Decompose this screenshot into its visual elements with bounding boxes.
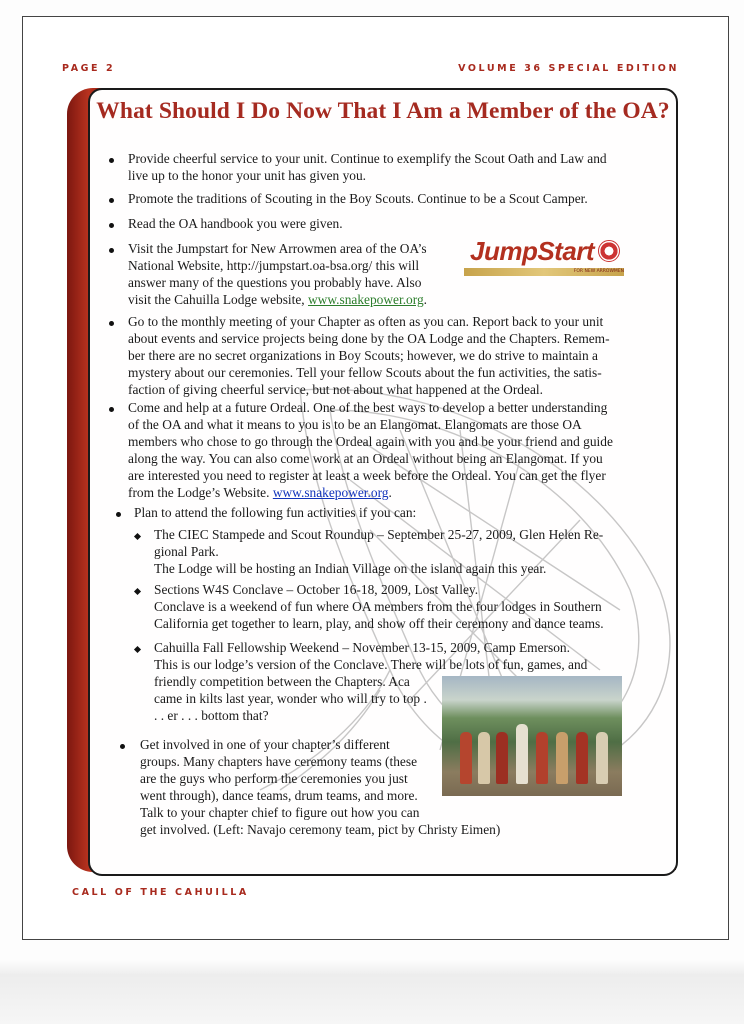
bullet-icon	[116, 512, 121, 517]
text-line: are the guys who perform the ceremonies you just	[140, 771, 408, 786]
newsletter-footer: CALL OF THE CAHUILLA	[72, 887, 249, 898]
text-line: of the OA and what it means to you is to be an Elangomat. Elangomats are those OA	[128, 417, 582, 432]
text-line: National Website, http://jumpstart.oa-bsa.org/ this will	[128, 258, 420, 273]
text-line: about events and service projects being done by the OA Lodge and the Chapters. Remem-	[128, 331, 610, 346]
text-line: faction of giving cheerful service, but not about what happened at the Ordeal.	[128, 382, 543, 397]
snakepower-link[interactable]: www.snakepower.org	[272, 485, 389, 500]
text-line: answer many of the questions you probably have. Also	[128, 275, 422, 290]
text-line: get involved. (Left: Navajo ceremony team, pict by Christy Eimen)	[140, 822, 501, 837]
text-line: came in kilts last year, wonder who will try to top .	[154, 691, 427, 706]
text-line: mystery about our ceremonies. Tell your fellow Scouts about the fun activities, the satis-	[128, 365, 602, 380]
bullet-icon	[109, 198, 114, 203]
bullet-traditions: Promote the traditions of Scouting in the Boy Scouts. Continue to be a Scout Camper.	[128, 191, 588, 206]
text-punct: .	[423, 292, 428, 307]
text-line: Provide cheerful service to your unit. Continue to exemplify the Scout Oath and Law and	[128, 151, 607, 166]
text-line: members who chose to go through the Ordeal again with you and be your friend and guide	[128, 434, 613, 449]
text-line: Sections W4S Conclave – October 16-18, 2009, Lost Valley.	[154, 582, 479, 597]
diamond-bullet-icon	[134, 646, 141, 653]
bullet-icon	[120, 744, 125, 749]
bullet-icon	[109, 321, 114, 326]
article-box	[88, 88, 678, 876]
text-line: live up to the honor your unit has given you.	[128, 168, 367, 183]
text-line: visit the Cahuilla Lodge website,	[128, 292, 308, 307]
diamond-bullet-icon	[134, 533, 141, 540]
text-line: . . er . . . bottom that?	[154, 708, 269, 723]
text-line: Get involved in one of your chapter’s different	[140, 737, 390, 752]
text-line: groups. Many chapters have ceremony teams (these	[140, 754, 418, 769]
text-line: along the way. You can also come work at an Ordeal without being an Elangomat. If you	[128, 451, 603, 466]
text-line: friendly competition between the Chapters. Aca	[154, 674, 410, 689]
bullet-icon	[109, 158, 114, 163]
text-punct: .	[388, 485, 392, 500]
bullet-jumpstart	[128, 240, 427, 308]
text-line: ber there are no secret organizations in Boy Scouts; however, we do strive to maintain a	[128, 348, 598, 363]
text-line: are interested you need to register at least a week before the Ordeal. You can get the flyer	[128, 468, 606, 483]
text-line: went through), dance teams, drum teams, and more.	[140, 788, 418, 803]
text-line: Visit the Jumpstart for New Arrowmen area of the OA’s	[128, 241, 427, 256]
text-line: gional Park.	[154, 544, 219, 559]
text-line: This is our lodge’s version of the Conclave. There will be lots of fun, games, and	[154, 657, 588, 672]
text-line: California get together to learn, play, and show off their ceremony and dance teams.	[154, 616, 604, 631]
snakepower-link[interactable]: www.snakepower.org	[308, 292, 424, 307]
bullet-icon	[109, 248, 114, 253]
bullet-chapter	[128, 313, 610, 398]
jumpstart-wordmark: JumpStart	[470, 236, 595, 266]
bullet-handbook: Read the OA handbook you were given.	[128, 216, 343, 231]
text-line: Talk to your chapter chief to figure out how you can	[140, 805, 420, 820]
text-line: Come and help at a future Ordeal. One of the best ways to develop a better understanding	[128, 400, 608, 415]
text-line: Cahuilla Fall Fellowship Weekend – November 13-15, 2009, Camp Emerson.	[154, 640, 570, 655]
jumpstart-logo	[464, 236, 626, 280]
text-line: The CIEC Stampede and Scout Roundup – September 25-27, 2009, Glen Helen Re-	[154, 527, 604, 542]
bullet-ordeal	[128, 399, 613, 501]
text-line: Conclave is a weekend of fun where OA members from the four lodges in Southern	[154, 599, 602, 614]
bullet-get-involved	[140, 736, 500, 838]
text-line: from the Lodge’s Website.	[128, 485, 273, 500]
jumpstart-subtitle: FOR NEW ARROWMEN	[573, 269, 624, 274]
text-line: Go to the monthly meeting of your Chapter as often as you can. Report back to your unit	[128, 314, 604, 329]
diamond-bullet-icon	[134, 588, 141, 595]
event-conclave	[154, 581, 604, 632]
volume-label: VOLUME 36 SPECIAL EDITION	[458, 63, 679, 74]
event-stampede	[154, 526, 603, 577]
page-number: PAGE 2	[62, 63, 116, 74]
bullet-icon	[109, 407, 114, 412]
bullet-activities: Plan to attend the following fun activities if you can:	[134, 505, 417, 520]
text-line: The Lodge will be hosting an Indian Village on the island again this year.	[154, 561, 547, 576]
bullet-service	[128, 150, 607, 184]
arrow-badge-icon	[598, 240, 620, 262]
article-title: What Should I Do Now That I Am a Member of the OA?	[96, 98, 670, 124]
bullet-icon	[109, 223, 114, 228]
